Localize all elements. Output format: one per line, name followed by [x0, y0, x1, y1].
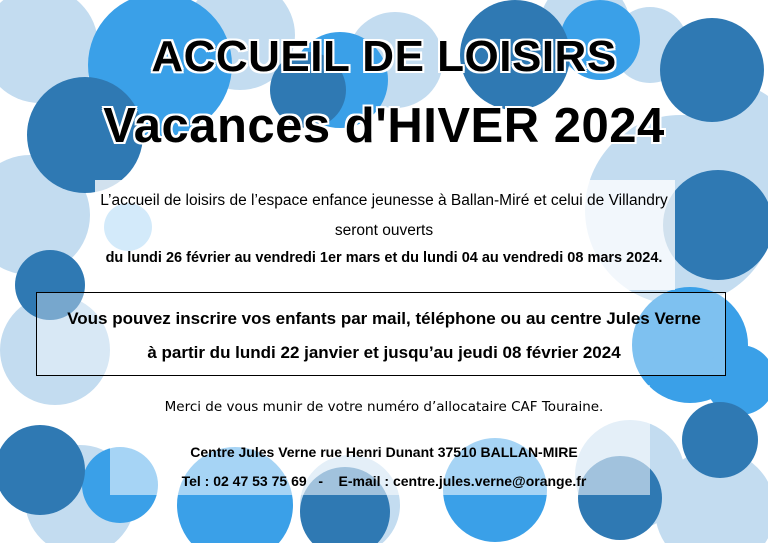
contact-phone-email: Tel : 02 47 53 75 69 - E-mail : centre.jules.verne@orange.fr	[181, 473, 587, 489]
contact-address: Centre Jules Verne rue Henri Dunant 37510 BALLAN-MIRE	[190, 444, 578, 460]
caf-note: Merci de vous munir de votre numéro d’allocataire CAF Touraine.	[164, 399, 604, 415]
registration-box	[36, 292, 726, 376]
opening-dates: du lundi 26 février au vendredi 1er mars et du lundi 04 au vendredi 08 mars 2024.	[105, 250, 663, 266]
intro-text-line2: seront ouverts	[334, 222, 434, 239]
registration-line2: à partir du lundi 22 janvier et jusqu’au jeudi 08 février 2024	[147, 343, 621, 362]
page-subtitle: Vacances d'HIVER 2024	[103, 99, 665, 153]
page-title: ACCUEIL DE LOISIRS	[151, 32, 617, 81]
intro-text-line1: L’accueil de loisirs de l’espace enfance jeunesse à Ballan-Miré et celui de Villandry	[100, 192, 668, 209]
registration-line1: Vous pouvez inscrire vos enfants par mail, téléphone ou au centre Jules Verne	[67, 309, 701, 328]
